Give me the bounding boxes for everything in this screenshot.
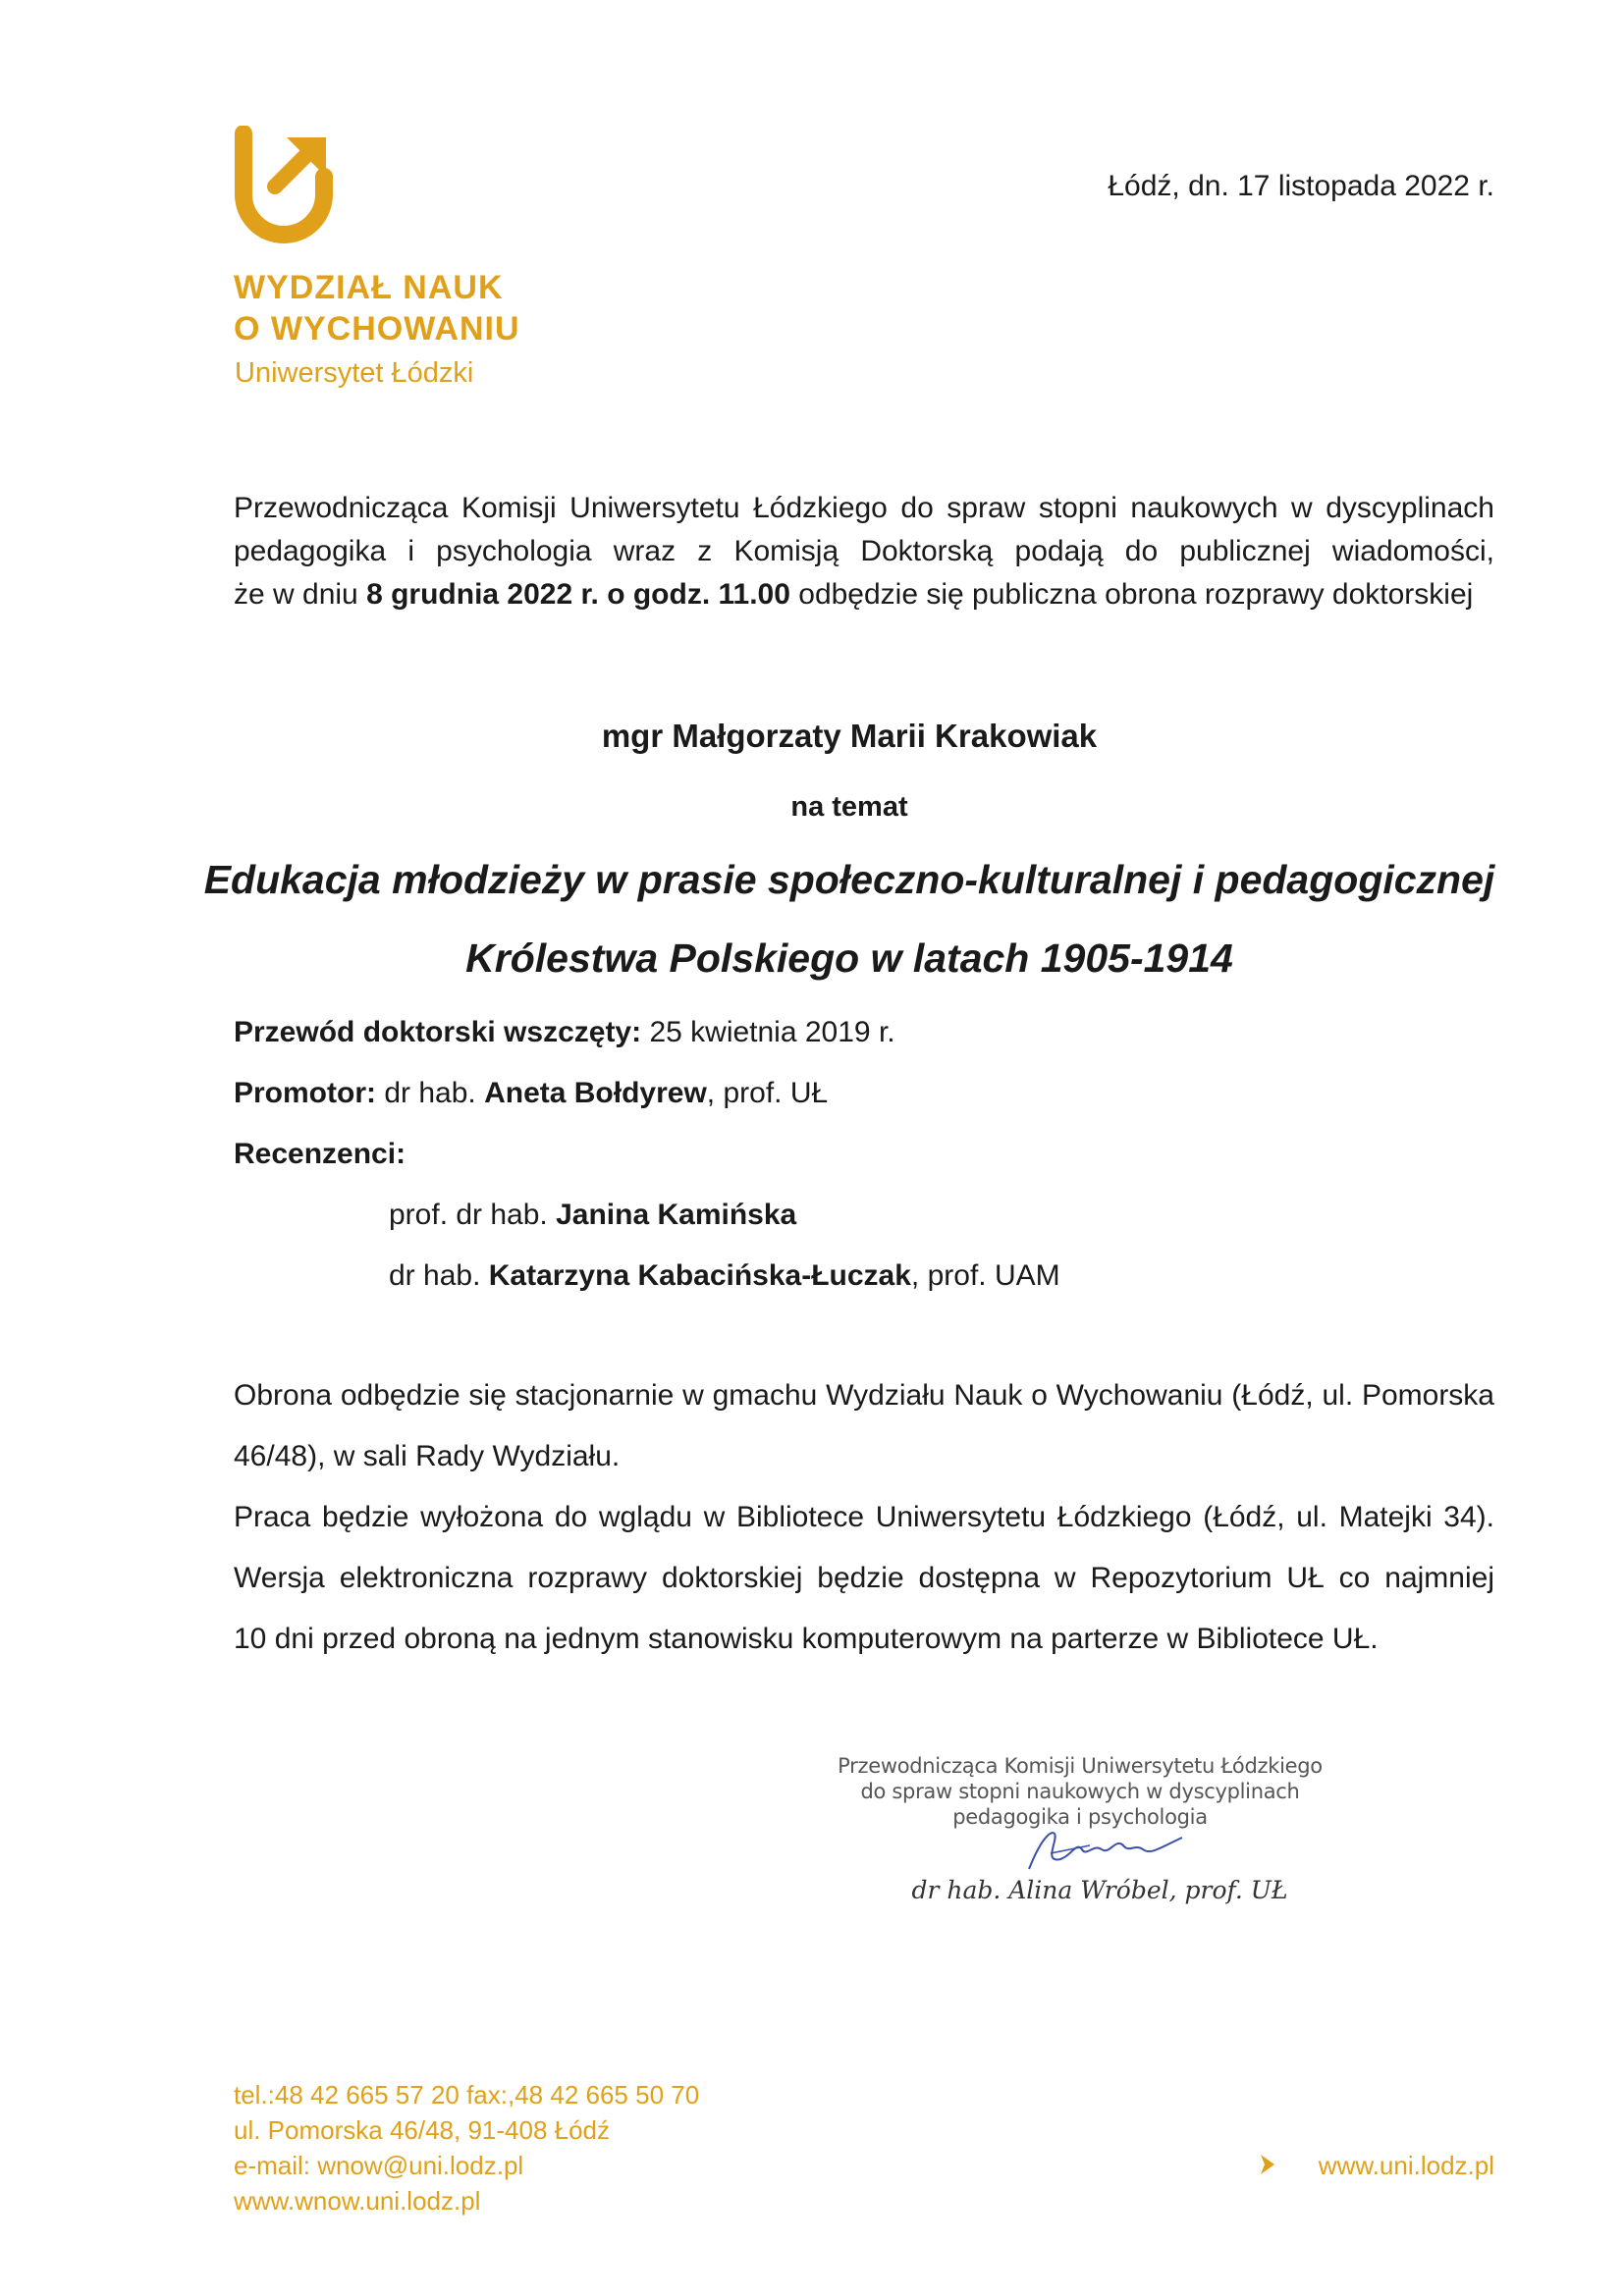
promoter: Promotor: dr hab. Aneta Bołdyrew, prof. UŁ xyxy=(234,1077,829,1109)
body-line: Wersja elektroniczna rozprawy doktorskiej będzie dostępna w Repozytorium UŁ co najmniej xyxy=(234,1562,1494,1594)
defense-date: 8 grudnia 2022 r. o godz. 11.00 xyxy=(366,578,790,611)
handwritten-signature xyxy=(1021,1820,1188,1879)
intro-line-3: że w dniu 8 grudnia 2022 r. o godz. 11.00 odbędzie się publiczna obrona rozprawy doktorskiej xyxy=(234,578,1474,611)
reviewers-label: Recenzenci: xyxy=(234,1138,406,1170)
candidate-name: mgr Małgorzaty Marii Krakowiak xyxy=(601,718,1098,754)
university-name: Uniwersytet Łódzki xyxy=(235,357,474,389)
arrow-right-icon xyxy=(1255,2152,1280,2177)
footer-university-website[interactable]: www.uni.lodz.pl xyxy=(1318,2151,1494,2180)
proceedings-started: Przewód doktorski wszczęty: 25 kwietnia 2019 r. xyxy=(234,1016,895,1048)
body-line: Obrona odbędzie się stacjonarnie w gmachu Wydziału Nauk o Wychowaniu (Łódź, ul. Pomorska xyxy=(234,1379,1494,1412)
body-line: Praca będzie wyłożona do wglądu w Bibliotece Uniwersytetu Łódzkiego (Łódź, ul. Matejki 34). xyxy=(234,1501,1494,1533)
body-line: 10 dni przed obroną na jednym stanowisku komputerowym na parterze w Bibliotece UŁ. xyxy=(234,1623,1379,1655)
dissertation-title-line-2: Królestwa Polskiego w latach 1905-1914 xyxy=(465,935,1233,981)
topic-label: na temat xyxy=(790,791,908,823)
footer-faculty-website[interactable]: www.wnow.uni.lodz.pl xyxy=(234,2186,481,2216)
intro-line-2: pedagogika i psychologia wraz z Komisją Doktorską podają do publicznej wiadomości, xyxy=(234,535,1494,567)
document-date: Łódź, dn. 17 listopada 2022 r. xyxy=(1108,170,1494,202)
intro-paragraph xyxy=(234,487,1494,616)
body-line: 46/48), w sali Rady Wydziału. xyxy=(234,1440,621,1472)
reviewer-item: dr hab. Katarzyna Kabacińska-Łuczak, prof. UAM xyxy=(389,1259,1060,1292)
university-logo-icon xyxy=(232,126,336,249)
reviewer-item: prof. dr hab. Janina Kamińska xyxy=(389,1199,797,1231)
footer-phone: tel.:48 42 665 57 20 fax:,48 42 665 50 70 xyxy=(234,2080,700,2109)
footer-address: ul. Pomorska 46/48, 91-408 Łódź xyxy=(234,2115,611,2145)
signer-name: dr hab. Alina Wróbel, prof. UŁ xyxy=(911,1876,1288,1904)
footer-email[interactable]: e-mail: wnow@uni.lodz.pl xyxy=(234,2151,524,2180)
intro-line-1: Przewodnicząca Komisji Uniwersytetu Łódzkiego do spraw stopni naukowych w dyscyplinach xyxy=(234,492,1494,524)
signature-stamp: Przewodnicząca Komisji Uniwersytetu Łódzkiego do spraw stopni naukowych w dyscyplinach pedagogika i psychologia xyxy=(838,1754,1323,1829)
faculty-name: WYDZIAŁ NAUK O WYCHOWANIU xyxy=(234,269,520,347)
dissertation-title-line-1: Edukacja młodzieży w prasie społeczno-kulturalnej i pedagogicznej xyxy=(203,857,1495,902)
